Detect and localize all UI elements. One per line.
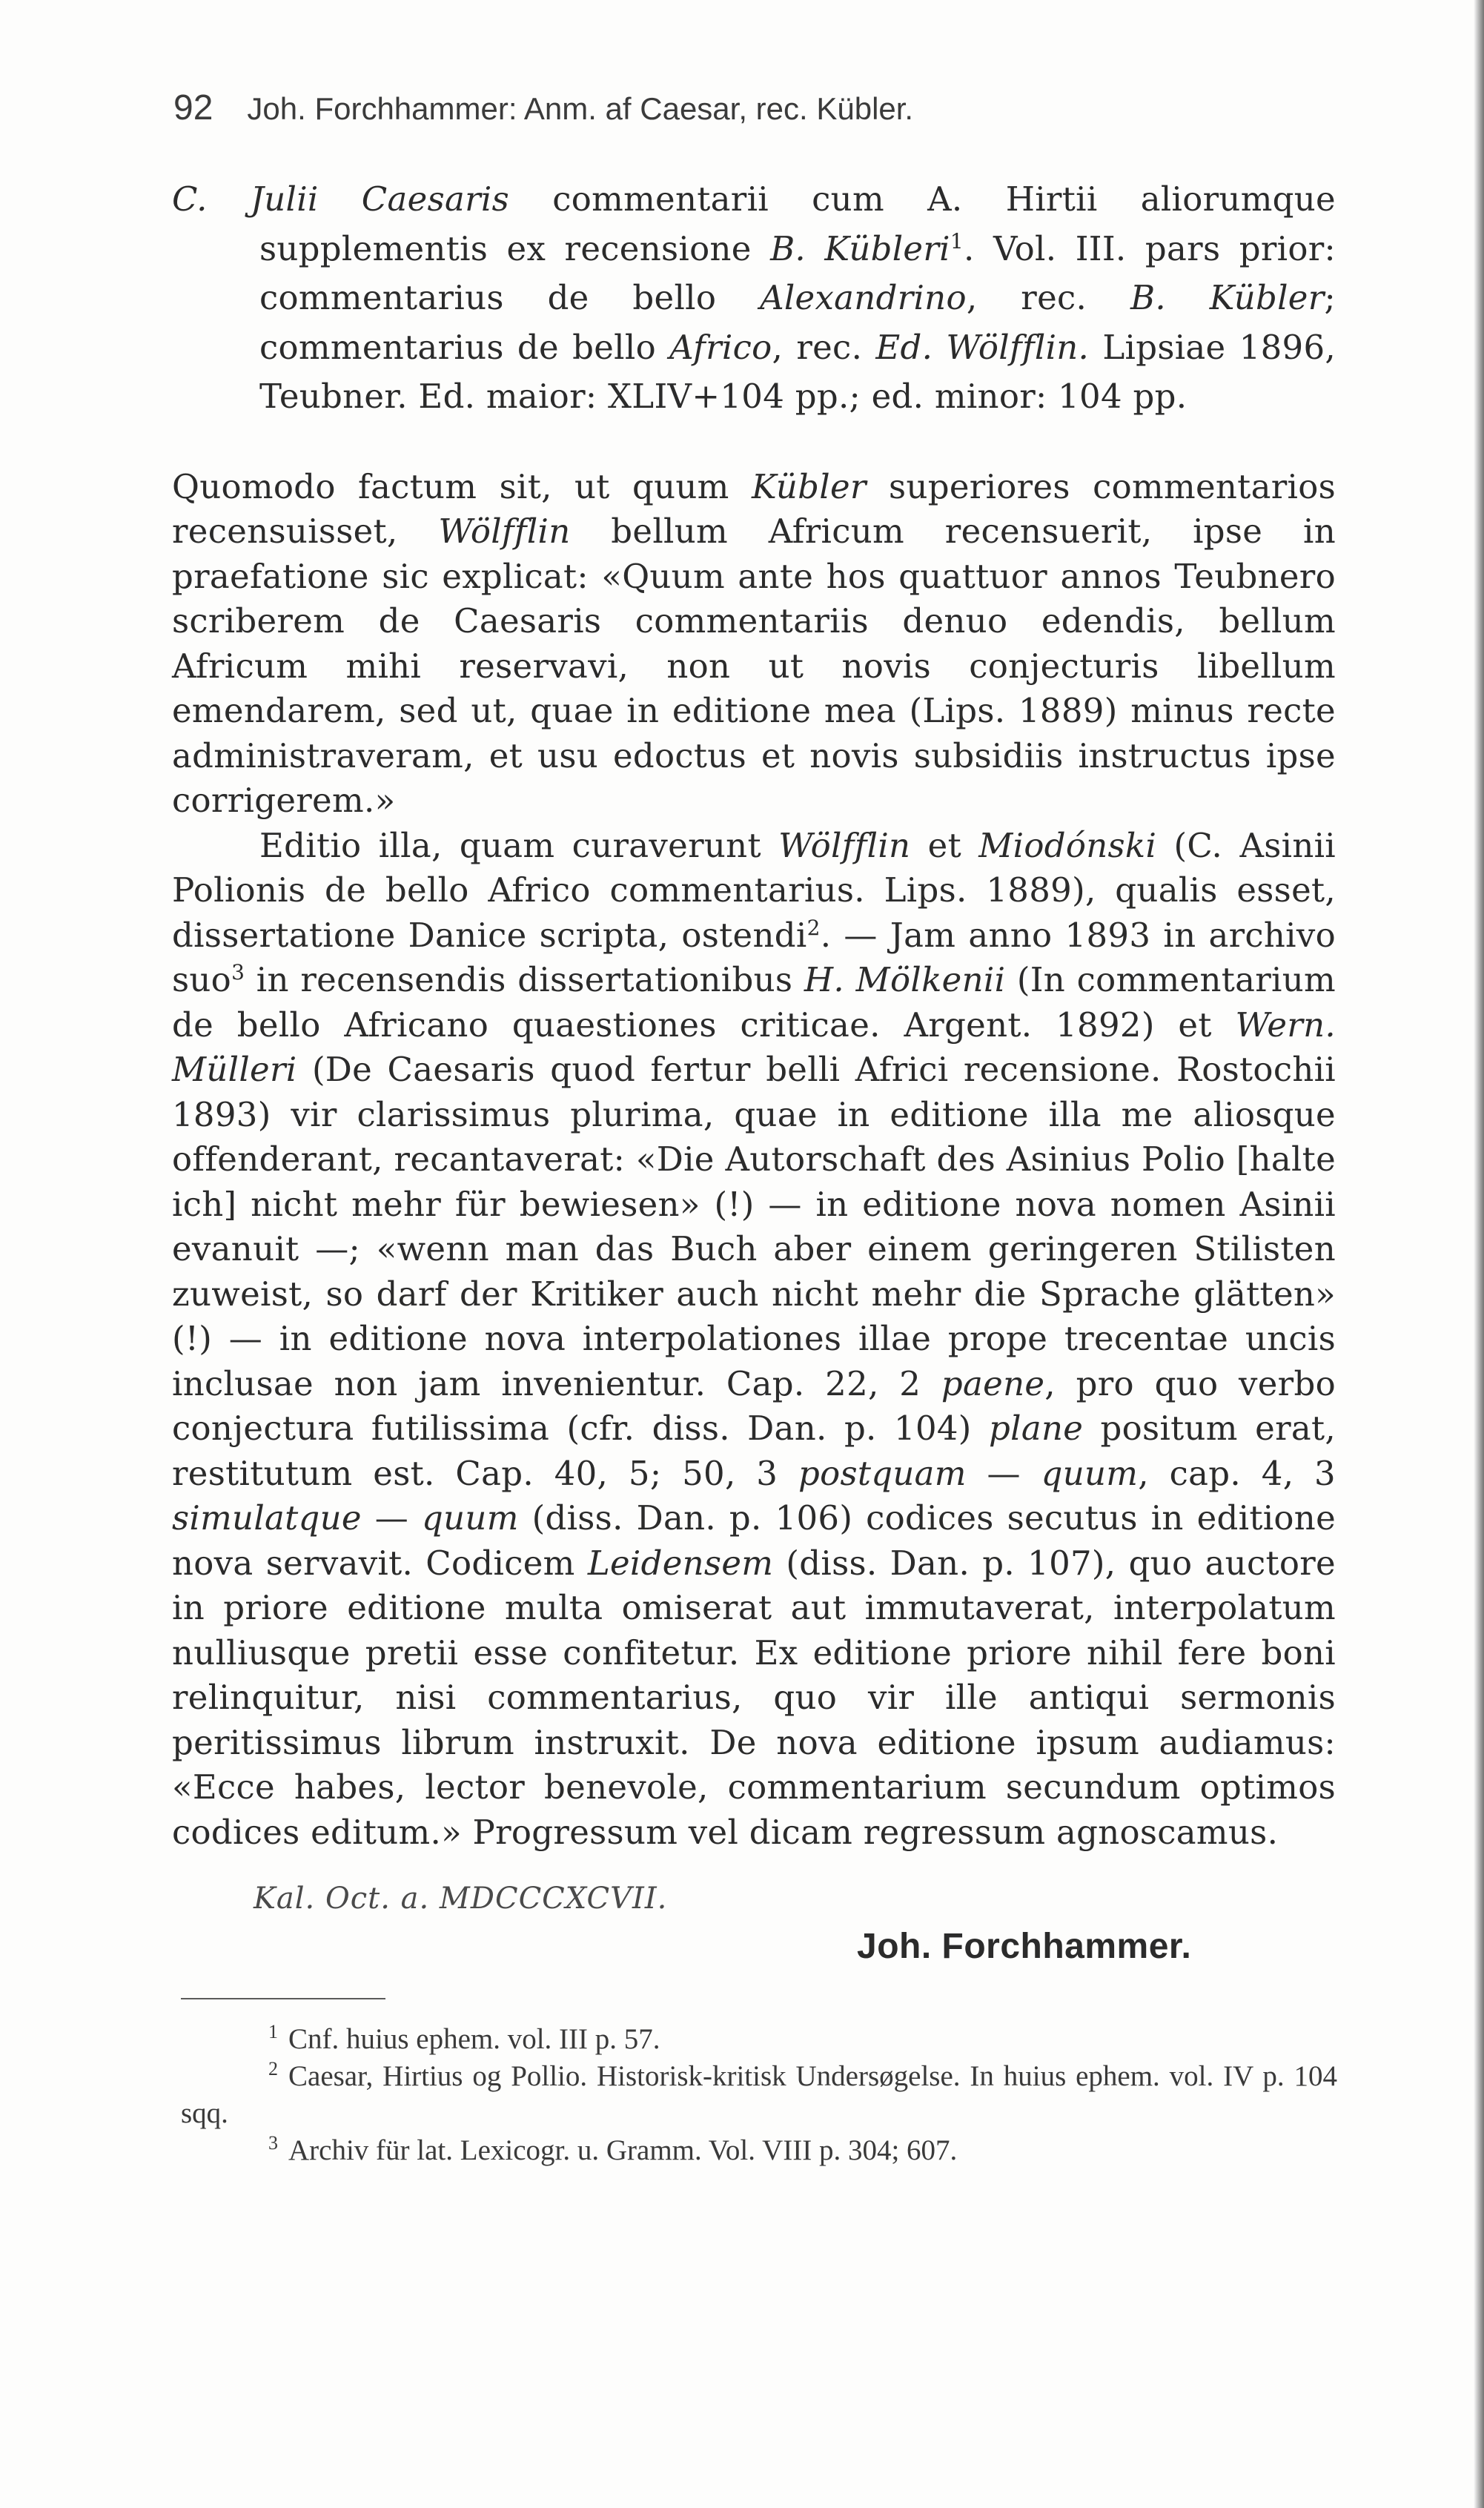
paragraph-1 — [172, 465, 1336, 824]
text-run: Quomodo factum sit, ut quum — [172, 466, 752, 506]
text-run: (C. Asinii Polionis de bello Africo commentarius. Lips. 1889), qualis esset, dissertatione Danice scripta, ostendi — [172, 825, 1336, 955]
bib-work: Alexandrino — [760, 278, 967, 317]
text-run: , pro quo verbo conjectura futilissima (cfr. diss. Dan. p. 104) — [172, 1363, 1336, 1448]
text-run: (In commentarium de bello Africano quaestiones criticae. Argent. 1892) et — [172, 960, 1336, 1045]
footnote-1 — [181, 2021, 1337, 2058]
bibliographic-entry — [172, 175, 1336, 422]
bib-title: C. Julii Caesaris — [172, 179, 510, 219]
text-run: Editio illa, quam curaverunt — [259, 825, 779, 865]
footnote-3 — [181, 2132, 1337, 2169]
footnote-mark: 3 — [268, 2132, 278, 2154]
footnote-ref-2[interactable]: 2 — [806, 915, 821, 940]
paragraph-2 — [172, 824, 1336, 1856]
footnote-mark: 1 — [268, 2021, 278, 2042]
text-run: , cap. 4, 3 — [1138, 1453, 1336, 1493]
text-run: superiores commentarios recensuisset, — [172, 466, 1336, 551]
text-run: . — Jam anno 1893 in archivo suo — [172, 915, 1336, 999]
author-signature: Joh. Forchhammer. — [857, 1927, 1192, 1966]
bib-text: , rec. — [772, 327, 876, 367]
footnotes — [181, 2021, 1337, 2169]
text-run: (diss. Dan. p. 106) codices secutus in editione nova servavit. Codicem — [172, 1498, 1336, 1583]
name-italic: Kübler — [751, 466, 867, 506]
bib-work: Africo — [669, 327, 772, 367]
bib-editor: B. Kübler — [1130, 278, 1325, 317]
name-italic: H. Mölkenii — [804, 960, 1006, 999]
text-run: in recensendis dissertationibus — [245, 960, 804, 999]
word-italic: quum — [1041, 1453, 1139, 1493]
footnote-text: Archiv für lat. Lexicogr. u. Gramm. Vol. VIII p. 304; 607. — [288, 2134, 958, 2166]
text-run: positum erat, restitutum est. Cap. 40, 5; 50, 3 — [172, 1409, 1336, 1493]
text-run: et — [910, 825, 979, 865]
text-run: — — [966, 1453, 1041, 1493]
name-italic: Miodónski — [978, 825, 1157, 865]
footnote-divider — [181, 1998, 385, 1999]
running-title: Joh. Forchhammer: Anm. af Caesar, rec. Kübler. — [247, 91, 914, 126]
page-edge-shadow — [1474, 0, 1484, 2508]
text-run: — — [361, 1498, 423, 1538]
bib-editor: Ed. Wölfflin. — [875, 327, 1090, 367]
bib-editor: B. Kübleri — [770, 228, 950, 268]
text-run: (diss. Dan. p. 107), quo auctore in priore editione multa omiserat aut immutaverat, interpolatum nulliusque pretii esse confitetur. Ex editione priore nihil fere boni relinquitur, nisi commentarius, quo vir ille antiqui sermonis peritissimus librum instruxit. De nova editione ipsum audiamus: «Ecce habes, lector benevole, commentarium secundum optimos codices editum.» Progressum vel dicam regressum agnoscamus. — [172, 1543, 1336, 1852]
text-run: bellum Africum recensuerit, ipse in praefatione sic explicat: «Quum ante hos quattuor annos Teubnero scriberem de Caesaris commentariis denuo edendis, bellum Africum mihi reservavi, non ut novis conjecturis libellum emendarem, sed ut, quae in editione mea (Lips. 1889) minus recte administraveram, et usu edoctus et novis subsidiis instructus ipse corrigerem.» — [172, 512, 1336, 820]
bib-text: ; commentarius de bello — [259, 278, 1336, 367]
bib-text: Lipsiae 1896, Teubner. Ed. maior: XLIV+104 pp.; ed. minor: 104 pp. — [259, 327, 1336, 416]
word-italic: paene — [941, 1363, 1045, 1403]
footnote-ref-1[interactable]: 1 — [950, 228, 964, 254]
bib-text: . Vol. III. pars prior: commentarius de bello — [259, 228, 1336, 317]
page-number: 92 — [173, 88, 213, 128]
footnote-2 — [181, 2058, 1337, 2132]
word-italic: Leidensem — [587, 1543, 774, 1583]
word-italic: plane — [989, 1409, 1084, 1448]
footnote-text: Caesar, Hirtius og Pollio. Historisk-kritisk Undersøgelse. In huius ephem. vol. IV p. 104 sqq. — [181, 2060, 1337, 2129]
bib-text: , rec. — [966, 278, 1130, 317]
running-head — [173, 87, 1359, 132]
name-italic: Wölfflin — [778, 825, 911, 865]
dateline: Kal. Oct. a. MDCCCXCVII. — [254, 1882, 668, 1916]
word-italic: simulatque — [172, 1498, 362, 1538]
footnote-text: Cnf. huius ephem. vol. III p. 57. — [288, 2023, 660, 2055]
footnote-mark: 2 — [268, 2058, 278, 2079]
bib-text: commentarii cum A. Hirtii aliorumque supplementis ex recensione — [259, 179, 1336, 268]
word-italic: quum — [422, 1498, 519, 1538]
word-italic: postquam — [798, 1453, 967, 1493]
footnote-ref-3[interactable]: 3 — [231, 960, 245, 985]
text-run: (De Caesaris quod fertur belli Africi recensione. Rostochii 1893) vir clarissimus plurima, quae in editione illa me aliosque offenderant, recantaverat: «Die Autorschaft des Asinius Polio [halte ich] nicht mehr für bewiesen» (!) — in editione nova nomen Asinii evanuit —; «wenn man das Buch aber einem geringeren Stilisten zuweist, so darf der Kritiker auch nicht mehr die Sprache glätten» (!) — in editione nova interpolationes illae prope trecentae uncis inclusae non jam invenientur. Cap. 22, 2 — [172, 1050, 1336, 1403]
name-italic: Wern. Mülleri — [172, 1005, 1336, 1089]
name-italic: Wölfflin — [438, 512, 571, 551]
main-text — [172, 175, 1336, 1855]
